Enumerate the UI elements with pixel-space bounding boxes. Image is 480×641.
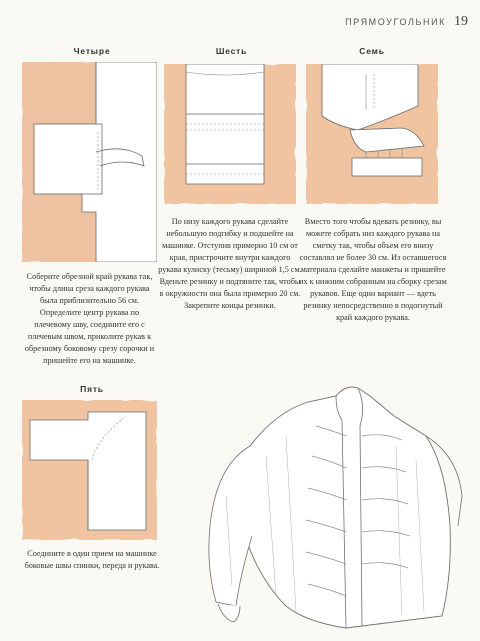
step-seven-heading: Семь — [359, 46, 385, 56]
step-seven-text: Вместо того чтобы вдевать резинку, вы можете собрать низ каждого рукава на сметку так, чтобы объем его внизу составлял не более 30 см. Из оставшегося материала сделайте манжеты и пришейте их к нижним собранным на сборку срезам рукавов. Еще один вариант — вдеть резинку непосредственно в подогнутый край каждого рукава. — [299, 217, 447, 322]
step-four-illustration — [22, 62, 157, 262]
step-six-text: По низу каждого рукава сделайте небольшую подгибку и подшейте на машинке. Отступив примерно 10 см от края, пристрочите внутри каждого рукава кулиску (тесьму) шириной 1,5 см. Вденьте резинку и подтяните так, чтобы в окружности она была примерно 20 см. Закрепите концы резинки. — [158, 217, 302, 310]
finished-shirt-illustration — [196, 376, 466, 636]
running-header — [345, 14, 468, 30]
page-number: 19 — [454, 14, 468, 29]
step-four-text: Соберите обрезной край рукава так, чтобы длина среза каждого рукава была приблизительно 56 см. Определите центр рукава по плечевому шву, соедините его с плечевым швом, приколите рукав к обрезному боковому срезу сорочки и пришейте его на машинке. — [24, 272, 155, 365]
step-six-heading: Шесть — [215, 46, 248, 56]
step-five-illustration — [22, 400, 157, 540]
step-seven-illustration — [306, 64, 438, 204]
step-five-text: Соедините в один прием на машинке боковые швы спинки, переда и рукава. — [24, 549, 160, 570]
step-five-heading: Пять — [80, 384, 104, 394]
section-title: ПРЯМОУГОЛЬНИК — [345, 17, 446, 27]
step-four-heading: Четыре — [73, 46, 111, 56]
step-six-illustration — [164, 64, 296, 204]
